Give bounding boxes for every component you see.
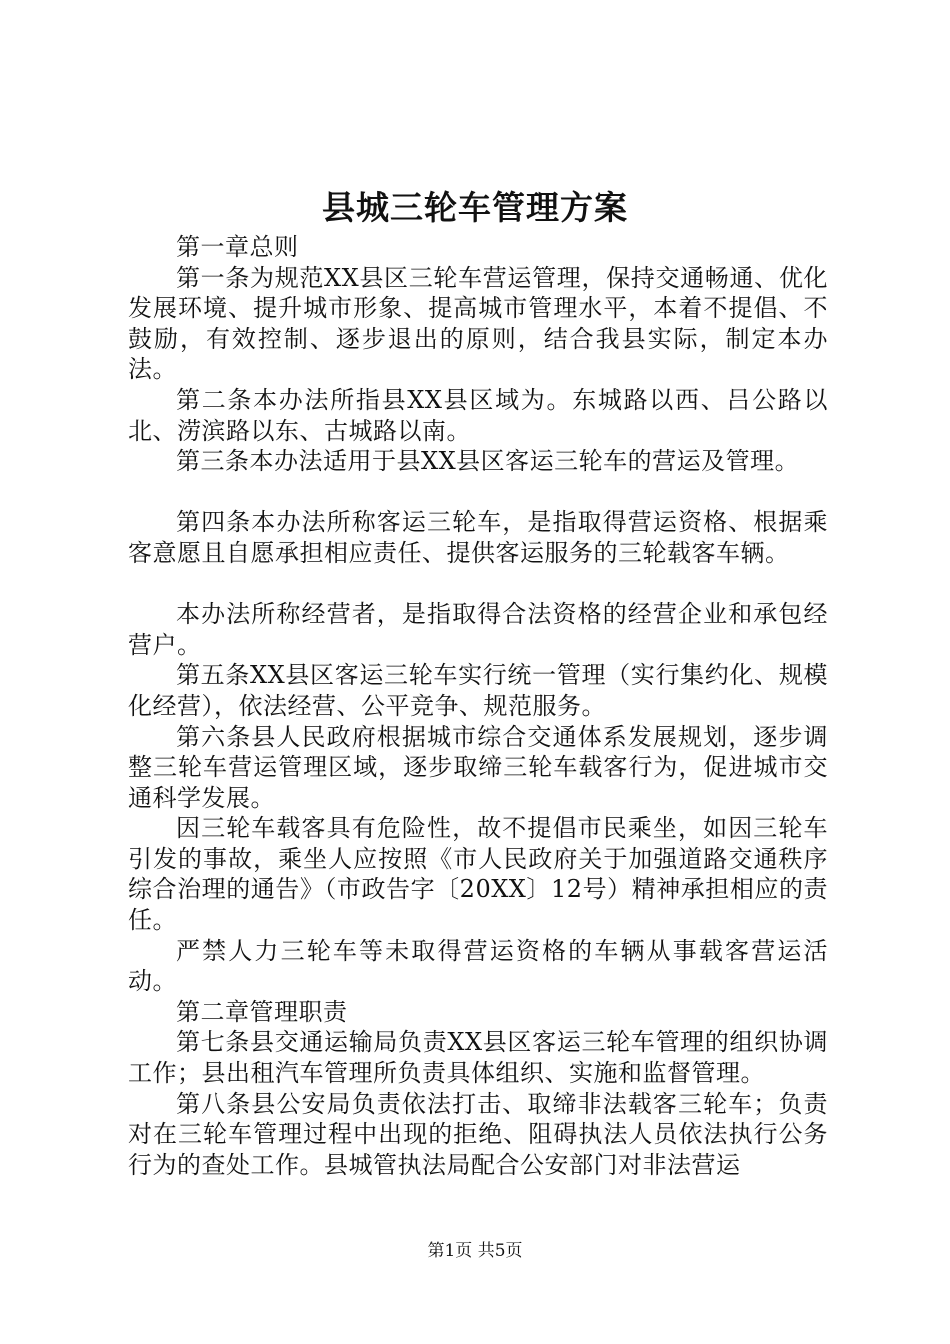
paragraph: 第二条本办法所指县XX县区域为。东城路以西、吕公路以北、涝滨路以东、古城路以南。 — [128, 385, 828, 445]
chapter-heading: 第一章总则 — [176, 233, 299, 261]
chapter-heading: 第二章管理职责 — [176, 997, 348, 1026]
blank-line — [128, 569, 828, 600]
paragraph: 第四条本办法所称客运三轮车，是指取得营运资格、根据乘客意愿且自愿承担相应责任、提供客运服务的三轮载客车辆。 — [128, 508, 828, 567]
paragraph: 第三条本办法适用于县XX县区客运三轮车的营运及管理。 — [176, 447, 800, 476]
paragraph: 第八条县公安局负责依法打击、取缔非法载客三轮车；负责对在三轮车管理过程中出现的拒绝、阻碍执法人员依法执行公务行为的查处工作。县城管执法局配合公安部门对非法营运 — [128, 1089, 828, 1179]
document-body — [128, 232, 828, 1180]
paragraph: 本办法所称经营者，是指取得合法资格的经营企业和承包经营户。 — [128, 600, 828, 659]
paragraph: 因三轮车载客具有危险性，故不提倡市民乘坐，如因三轮车引发的事故，乘坐人应按照《市人民政府关于加强道路交通秩序综合治理的通告》（市政告字〔20XX〕12号）精神承担相应的责任。 — [128, 814, 828, 935]
paragraph: 第五条XX县区客运三轮车实行统一管理（实行集约化、规模化经营），依法经营、公平竞争、规范服务。 — [128, 661, 828, 720]
paragraph: 第一条为规范XX县区三轮车营运管理，保持交通畅通、优化发展环境、提升城市形象、提高城市管理水平，本着不提倡、不鼓励，有效控制、逐步退出的原则，结合我县实际，制定本办法。 — [128, 263, 828, 384]
paragraph: 第七条县交通运输局负责XX县区客运三轮车管理的组织协调工作；县出租汽车管理所负责具体组织、实施和监督管理。 — [128, 1028, 828, 1088]
document-title: 县城三轮车管理方案 — [322, 188, 628, 227]
paragraph: 严禁人力三轮车等未取得营运资格的车辆从事载客营运活动。 — [128, 936, 828, 996]
blank-line — [128, 477, 828, 508]
page-number: 第1页 共5页 — [427, 1241, 523, 1261]
paragraph: 第六条县人民政府根据城市综合交通体系发展规划，逐步调整三轮车营运管理区域，逐步取缔三轮车载客行为，促进城市交通科学发展。 — [128, 722, 828, 812]
